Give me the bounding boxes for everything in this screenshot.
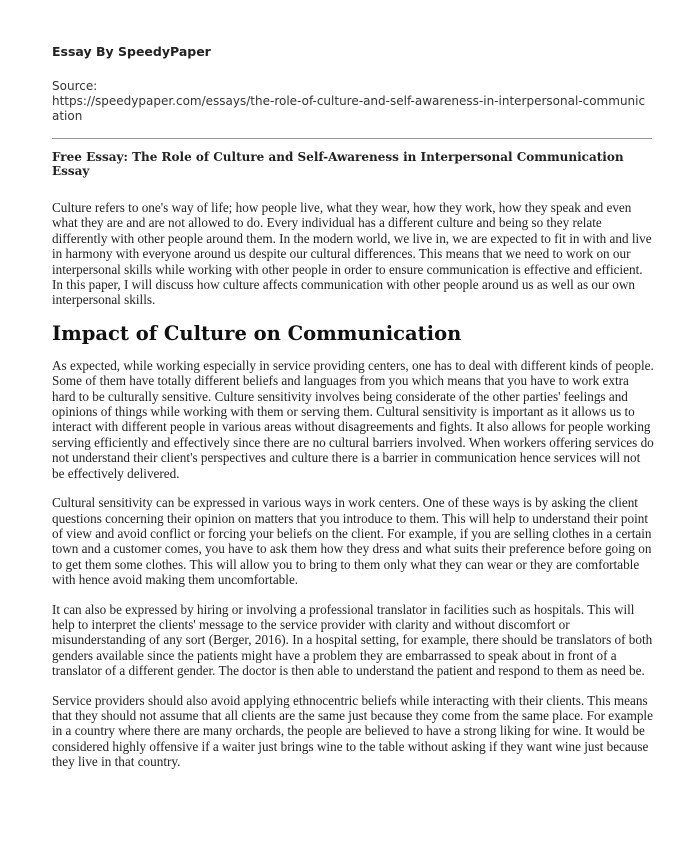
essay-title: Free Essay: The Role of Culture and Self-Awareness in Interpersonal Communication Essay — [52, 150, 624, 178]
body-paragraph: It can also be expressed by hiring or involving a professional translator in facilities such as hospitals. This will help to interpret the clients' message to the service provider with clarity and without discomfort or misunderstanding of any sort (Berger, 2016). In a hospital setting, for example, there should be translators of both genders available since the patients might have a problem they are embarrassed to speak about in front of a translator of a different gender. The doctor is then able to understand the patient and respond to them as need be. — [52, 601, 653, 679]
body-paragraph: Cultural sensitivity can be expressed in various ways in work centers. One of these ways is by asking the client questions concerning their opinion on matters that you introduce to them. This will help to understand their point of view and avoid conflict or forcing your beliefs on the client. For example, if you are selling clothes in a certain town and a customer comes, you have to ask them how they dress and what suits their preference before going on to get them some clothes. This will allow you to bring to them only what they can wear or they are comfortable with hence avoid making them uncomfortable. — [52, 495, 652, 588]
body-paragraph: Service providers should also avoid applying ethnocentric beliefs while interacting with their clients. This means that they should not assume that all clients are the same just because they come from the same place. For example in a country where there are many orchards, the people are believed to have a strong liking for wine. It would be considered highly offensive if a waiter just brings wine to the table without asking if they want wine just because they live in that country. — [52, 692, 653, 770]
intro-paragraph: Culture refers to one's way of life; how people live, what they wear, how they work, how they speak and even what they are and are not allowed to do. Every individual has a different culture and being so they relate differently with other people around them. In the modern world, we live in, we are expected to fit in with and live in harmony with everyone around us despite our cultural differences. This means that we need to work on our interpersonal skills while working with other people in order to ensure communication is effective and efficient. In this paper, I will discuss how culture affects communication with other people around us as well as our own interpersonal skills. — [52, 200, 652, 308]
source-label: Source: — [52, 79, 98, 93]
source-url[interactable]: https://speedypaper.com/essays/the-role-of-culture-and-self-awareness-in-interpersonal-communication — [52, 94, 646, 123]
document-header — [52, 44, 652, 124]
author-line: Essay By SpeedyPaper — [52, 44, 211, 59]
body-paragraph: As expected, while working especially in service providing centers, one has to deal with different kinds of people. Some of them have totally different beliefs and languages from you which means that you have to work extra hard to be culturally sensitive. Culture sensitivity involves being considerate of the other parties' feelings and opinions of things while working with them or serving them. Cultural sensitivity is important as it allows us to interact with different people in various areas without disagreements and fights. It also allows for people working serving efficiently and effectively since there are no cultural barriers involved. When workers offering services do not understand their client's perspectives and culture there is a barrier in communication hence services will not be effectively delivered. — [52, 357, 654, 481]
section-heading: Impact of Culture on Communication — [52, 321, 462, 345]
header-divider — [52, 138, 652, 139]
essay-body — [52, 200, 654, 784]
